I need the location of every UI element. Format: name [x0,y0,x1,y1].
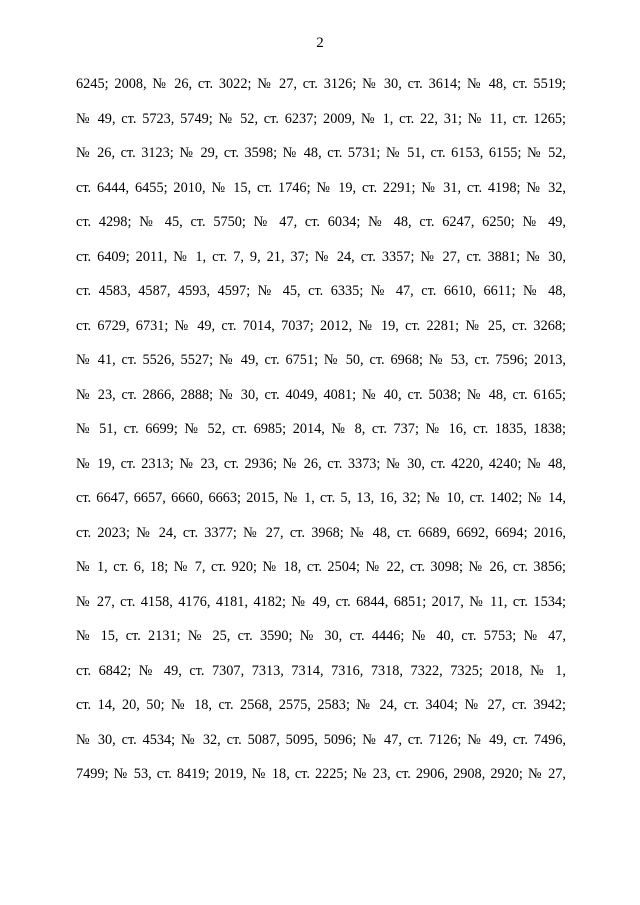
text-line: 7499; № 53, ст. 8419; 2019, № 18, ст. 2225; № 23, ст. 2906, 2908, 2920; № 27, [76,766,566,782]
document-body [76,72,566,797]
text-line: ст. 6729, 6731; № 49, ст. 7014, 7037; 2012, № 19, ст. 2281; № 25, ст. 3268; [76,317,566,334]
text-line: № 19, ст. 2313; № 23, ст. 2936; № 26, ст. 3373; № 30, ст. 4220, 4240; № 48, [76,455,566,472]
text-line: № 23, ст. 2866, 2888; № 30, ст. 4049, 4081; № 40, ст. 5038; № 48, ст. 6165; [76,386,566,403]
text-line: № 26, ст. 3123; № 29, ст. 3598; № 48, ст. 5731; № 51, ст. 6153, 6155; № 52, [76,145,566,161]
text-line: № 51, ст. 6699; № 52, ст. 6985; 2014, № 8, ст. 737; № 16, ст. 1835, 1838; [76,421,566,437]
text-line: ст. 6409; 2011, № 1, ст. 7, 9, 21, 37; № 24, ст. 3357; № 27, ст. 3881; № 30, [76,248,566,265]
text-line: № 1, ст. 6, 18; № 7, ст. 920; № 18, ст. 2504; № 22, ст. 3098; № 26, ст. 3856; [76,559,566,575]
text-line: № 49, ст. 5723, 5749; № 52, ст. 6237; 2009, № 1, ст. 22, 31; № 11, ст. 1265; [76,110,566,127]
text-line: № 41, ст. 5526, 5527; № 49, ст. 6751; № 50, ст. 6968; № 53, ст. 7596; 2013, [76,352,566,368]
text-line: ст. 4583, 4587, 4593, 4597; № 45, ст. 6335; № 47, ст. 6610, 6611; № 48, [76,283,566,299]
page-number: 2 [316,35,324,51]
text-line: № 27, ст. 4158, 4176, 4181, 4182; № 49, ст. 6844, 6851; 2017, № 11, ст. 1534; [76,593,566,610]
text-line: ст. 4298; № 45, ст. 5750; № 47, ст. 6034; № 48, ст. 6247, 6250; № 49, [76,214,566,230]
text-line: ст. 2023; № 24, ст. 3377; № 27, ст. 3968; № 48, ст. 6689, 6692, 6694; 2016, [76,524,566,541]
text-line: ст. 6444, 6455; 2010, № 15, ст. 1746; № 19, ст. 2291; № 31, ст. 4198; № 32, [76,179,566,196]
text-line: ст. 14, 20, 50; № 18, ст. 2568, 2575, 2583; № 24, ст. 3404; № 27, ст. 3942; [76,697,566,713]
text-line: 6245; 2008, № 26, ст. 3022; № 27, ст. 3126; № 30, ст. 3614; № 48, ст. 5519; [76,76,566,92]
text-line: № 30, ст. 4534; № 32, ст. 5087, 5095, 5096; № 47, ст. 7126; № 49, ст. 7496, [76,731,566,748]
text-line: ст. 6842; № 49, ст. 7307, 7313, 7314, 7316, 7318, 7322, 7325; 2018, № 1, [76,662,566,679]
text-line: № 15, ст. 2131; № 25, ст. 3590; № 30, ст. 4446; № 40, ст. 5753; № 47, [76,628,566,644]
text-line: ст. 6647, 6657, 6660, 6663; 2015, № 1, ст. 5, 13, 16, 32; № 10, ст. 1402; № 14, [76,490,566,506]
